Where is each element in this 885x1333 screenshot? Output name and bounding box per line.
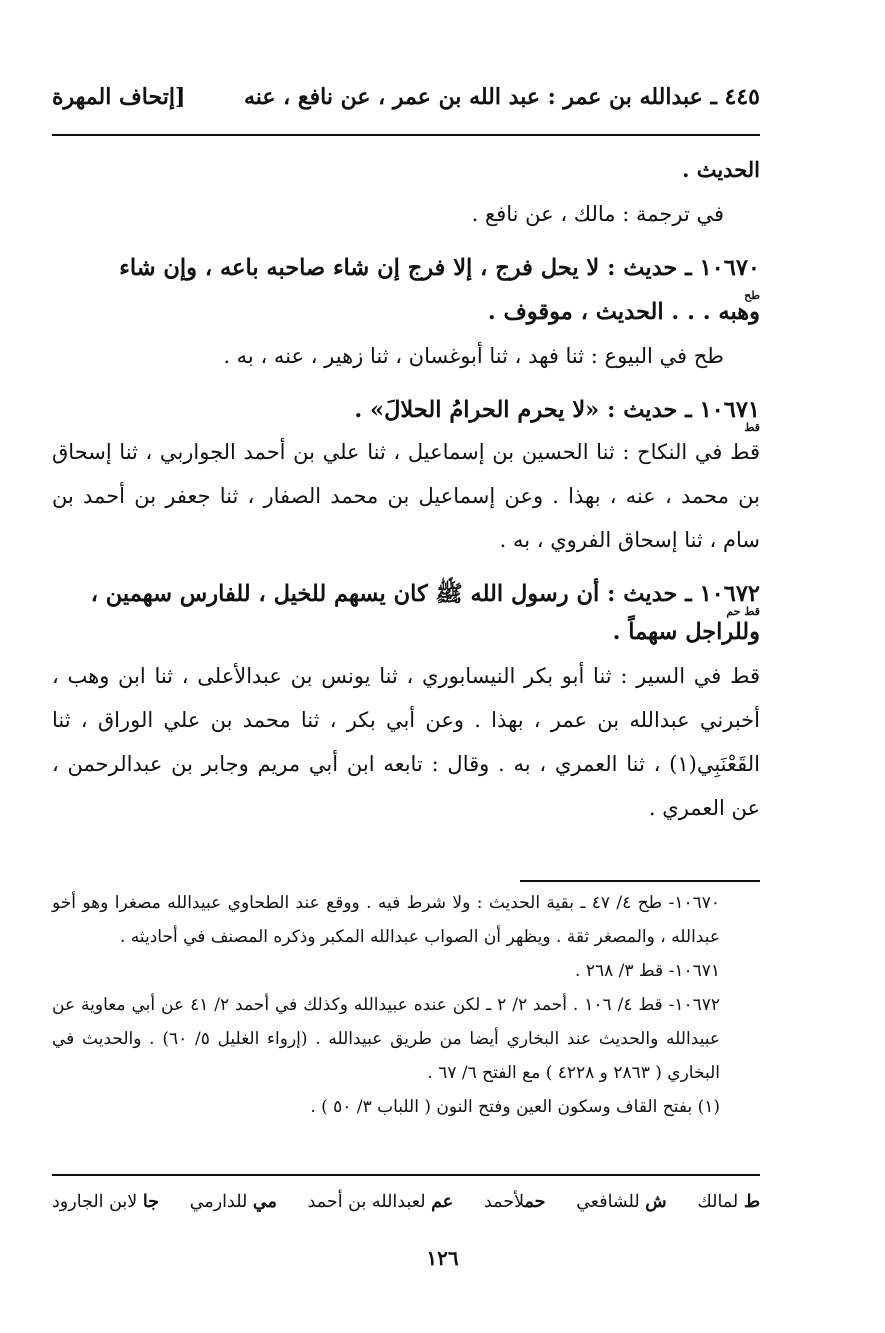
footnote: ١٠٦٧١- قط ٣/ ٢٦٨ .: [575, 961, 720, 981]
header-book-title: [إتحاف المهرة: [52, 84, 186, 110]
source-mark: قط: [744, 421, 760, 434]
hadith-entry: [52, 572, 760, 830]
footnote: ١٠٦٧٠- طح ٤/ ٤٧ ـ بقية الحديث : ولا شرط فيه . ووقع عند الطحاوي عبيدالله مصغرا وهو أخو عبدالله ، والمصغر ثقة . ويظهر أن الصواب عبدالله المكبر وذكره المصنف في أحاديثه .: [52, 893, 720, 947]
abbreviation-item: جا لابن الجارود: [52, 1192, 160, 1212]
continuation-line: الحديث .: [682, 157, 760, 182]
header-rule: [52, 134, 760, 136]
abbreviation-item: ط لمالك: [697, 1192, 760, 1212]
abbreviation-item: مي للدارمي: [189, 1192, 277, 1212]
abbreviation-item: حملأحمد: [483, 1192, 546, 1212]
running-header: [52, 84, 760, 120]
hadith-chain: قط في النكاح : ثنا الحسين بن إسماعيل ، ثنا علي بن أحمد الجواربي ، ثنا إسحاق بن محمد ، عنه ، بهذا . وعن إسماعيل بن محمد الصفار ، ثنا جعفر بن أحمد بن سام ، ثنا إسحاق الفروي ، به .: [52, 440, 760, 552]
footnotes: [52, 886, 760, 1124]
hadith-heading-continued: وهبه . . . الحديث ، موقوف .: [487, 299, 760, 325]
abbreviation-item: عم لعبدالله بن أحمد: [307, 1192, 454, 1212]
abbreviation-item: ش للشافعي: [576, 1192, 667, 1212]
hadith-heading-continued: وللراجل سهماً .: [612, 619, 760, 645]
main-text: [52, 148, 760, 830]
page-number: ١٢٦: [426, 1246, 459, 1270]
hadith-entry: [52, 246, 760, 378]
hadith-heading: ١٠٦٧٠ ـ حديث : لا يحل فرج ، إلا فرج إن شاء صاحبه باعه ، وإن شاء: [119, 255, 760, 281]
hadith-chain: طح في البيوع : ثنا فهد ، ثنا أبوغسان ، ثنا زهير ، عنه ، به .: [223, 344, 724, 368]
abbreviations-rule: [52, 1174, 760, 1176]
hadith-heading: ١٠٦٧٢ ـ حديث : أن رسول الله ﷺ كان يسهم للخيل ، للفارس سهمين ،: [90, 581, 760, 607]
translation-line: في ترجمة : مالك ، عن نافع .: [471, 202, 724, 226]
footnote: (١) بفتح القاف وسكون العين وفتح النون ( اللباب ٣/ ٥٠ ) .: [310, 1097, 720, 1117]
footnote: ١٠٦٧٢- قط ٤/ ١٠٦ . أحمد ٢/ ٢ ـ لكن عنده عبيدالله وكذلك في أحمد ٢/ ٤١ عن أبي معاوية عن عبيدالله والحديث عند البخاري أيضا من طريق عبيدالله . (إرواء الغليل ٥/ ٦٠) . والحديث في البخاري ( ٢٨٦٣ و ٤٢٢٨ ) مع الفتح ٦/ ٦٧ .: [52, 995, 720, 1083]
header-chapter-title: ٤٤٥ ـ عبدالله بن عمر : عبد الله بن عمر ، عن نافع ، عنه: [243, 84, 760, 110]
footnote-rule: [520, 880, 760, 882]
source-mark: قط حم: [726, 605, 760, 618]
hadith-entry: [52, 388, 760, 562]
hadith-chain: قط في السير : ثنا أبو بكر النيسابوري ، ثنا يونس بن عبدالأعلى ، ثنا ابن وهب ، أخبرني عبدالله بن عمر ، بهذا . وعن أبي بكر ، ثنا محمد بن علي الوراق ، ثنا القَعْنَبِي(١) ، ثنا العمري ، به . وقال : تابعه ابن أبي مريم وجابر بن عبدالرحمن ، عن العمري .: [52, 664, 760, 820]
source-mark: طح: [744, 289, 760, 302]
abbreviation-key: [52, 1192, 760, 1212]
hadith-heading: ١٠٦٧١ ـ حديث : «لا يحرم الحرامُ الحلالَ» .: [354, 397, 760, 423]
